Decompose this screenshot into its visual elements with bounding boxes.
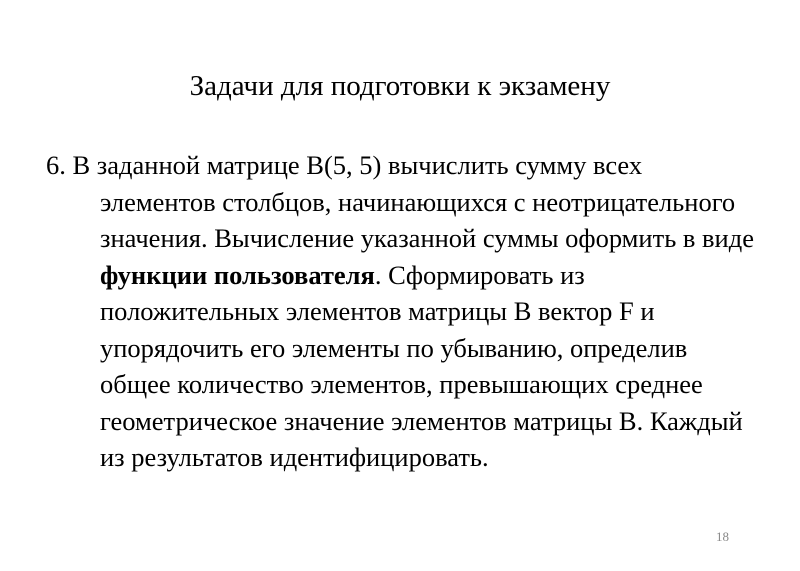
task-paragraph <box>46 147 758 476</box>
page-number: 18 <box>716 529 729 544</box>
task-text-part2: . Сформировать из положительных элементов матрицы B вектор F и упорядочить его элементы по убыванию, определив общее количество элементов, превышающих среднее геометрическое значение элементов матрицы B. Каждый из результатов идентифицировать. <box>100 259 743 472</box>
task-bold-term: функции пользователя <box>100 259 375 290</box>
slide-title: Задачи для подготовки к экзамену <box>189 70 611 102</box>
task-text-part1: В заданной матрице B(5, 5) вычислить сумму всех элементов столбцов, начинающихся с неотрицательного значения. Вычисление указанной суммы оформить в виде <box>72 150 754 253</box>
task-body <box>46 147 758 476</box>
task-number: 6. <box>46 150 66 180</box>
